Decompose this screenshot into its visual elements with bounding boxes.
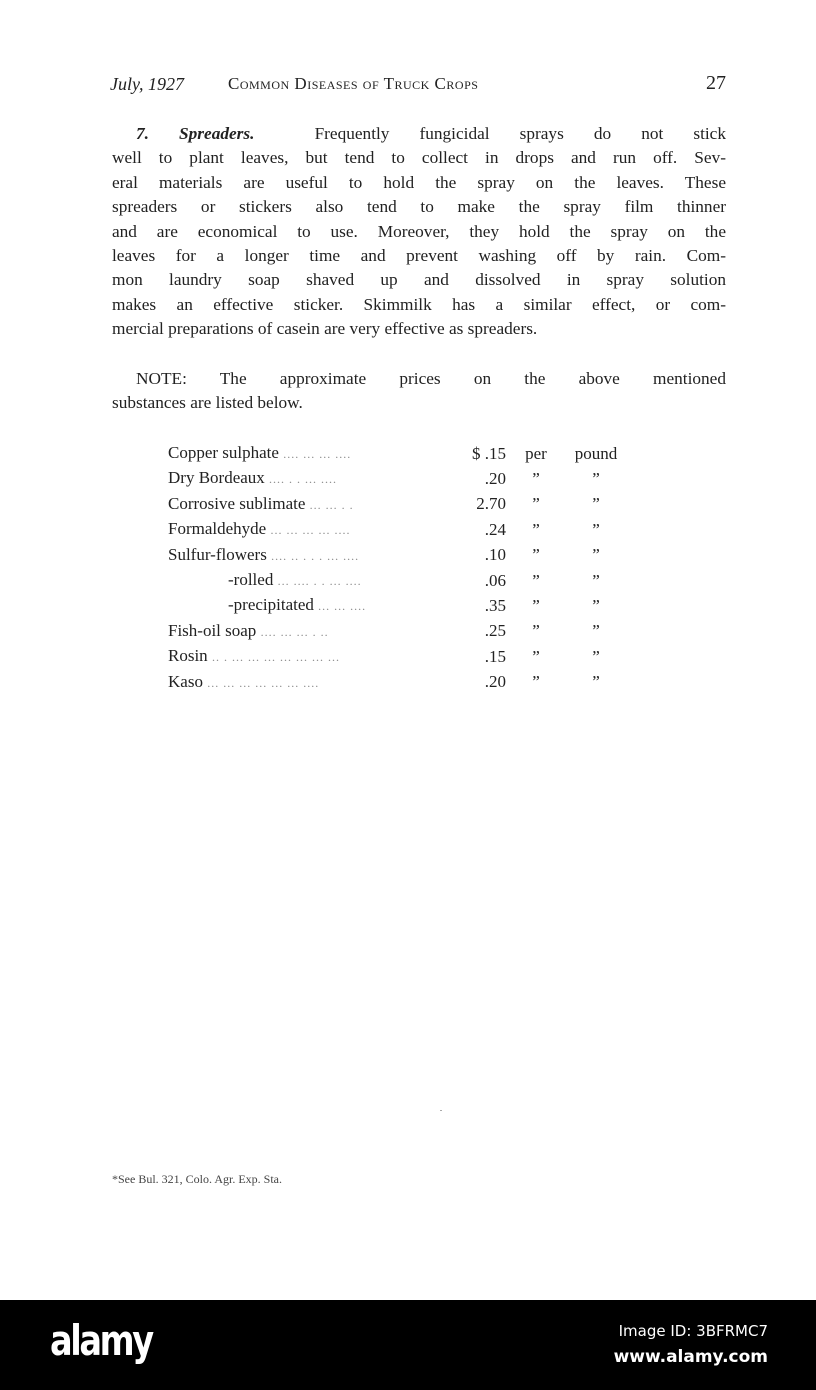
price-table	[168, 441, 626, 695]
price-row	[168, 517, 626, 542]
substance-cell	[168, 644, 464, 669]
speck	[440, 1110, 442, 1111]
price-row	[168, 492, 626, 517]
substance-name: Fish-oil soap	[168, 620, 257, 640]
paragraph-line: spreaders or stickers also tend to make the spray film thinner	[112, 197, 726, 217]
substance-cell	[168, 517, 464, 542]
paragraph-line	[112, 122, 726, 146]
substance-cell	[168, 670, 464, 695]
spreaders-paragraph	[112, 122, 726, 342]
header-date: July, 1927	[110, 74, 184, 94]
per-unit: ”	[592, 494, 600, 514]
substance-cell	[168, 492, 464, 517]
paragraph-line: eral materials are useful to hold the spray on the leaves. These	[112, 172, 726, 192]
paragraph-line: mercial preparations of casein are very effective as spreaders.	[112, 319, 538, 339]
substance-name: Formaldehyde	[168, 519, 267, 539]
leader-dots: .... .. . . . ... ....	[271, 548, 360, 563]
leader-dots: ... .... . . ... ....	[277, 574, 362, 589]
note-line: NOTE: The approximate prices on the above mentioned	[136, 369, 726, 388]
substance-cell	[168, 466, 464, 491]
leader-dots: ... ... ....	[318, 599, 367, 614]
unit: ”	[532, 468, 540, 488]
per-unit: ”	[592, 570, 600, 590]
substance-cell	[168, 568, 464, 593]
watermark-bar	[0, 1300, 816, 1390]
unit: ”	[532, 570, 540, 590]
per-unit: ”	[592, 672, 600, 692]
price-row	[168, 466, 626, 491]
paragraph-line: and are economical to use. Moreover, they hold the spray on the	[112, 221, 726, 241]
substance-cell	[168, 619, 464, 644]
per-unit: ”	[592, 545, 600, 565]
leader-dots: ... ... . .	[309, 497, 354, 512]
price-row	[168, 593, 626, 618]
alamy-logo: alamy	[50, 1316, 152, 1365]
price-row	[168, 543, 626, 568]
substance-name: Corrosive sublimate	[168, 493, 306, 513]
substance-name: -precipitated	[228, 595, 314, 615]
substance-name: -rolled	[228, 570, 274, 590]
leader-dots: .. . ... ... ... ... ... ... ...	[211, 650, 340, 665]
unit: ”	[532, 672, 540, 692]
price: $ .15	[472, 443, 506, 463]
unit: ”	[532, 646, 540, 666]
price-row	[168, 644, 626, 669]
running-title: Common Diseases of Truck Crops	[228, 74, 479, 93]
unit: ”	[532, 494, 540, 514]
price: .20	[484, 468, 506, 488]
section-heading: Spreaders.	[179, 124, 255, 143]
leader-dots: ... ... ... ... ... ... ....	[207, 675, 320, 690]
substance-cell	[168, 441, 464, 466]
unit: ”	[532, 519, 540, 539]
per-unit: pound	[574, 443, 618, 463]
price: 2.70	[476, 494, 506, 514]
unit: ”	[532, 621, 540, 641]
note-line: substances are listed below.	[112, 393, 303, 413]
price: .20	[484, 672, 506, 692]
watermark-url: www.alamy.com	[613, 1347, 768, 1367]
price-row	[168, 619, 626, 644]
per-unit: ”	[592, 646, 600, 666]
line-text: Frequently fungicidal sprays do not stick	[314, 124, 726, 143]
unit: per	[525, 443, 547, 463]
per-unit: ”	[592, 621, 600, 641]
leader-dots: .... . . ... ....	[269, 472, 338, 487]
substance-name: Dry Bordeaux	[168, 468, 265, 488]
substance-name: Kaso	[168, 671, 203, 691]
leader-dots: .... ... ... ....	[283, 447, 352, 461]
price-row	[168, 441, 626, 466]
leader-dots: ... ... ... ... ....	[270, 523, 351, 538]
paragraph-line: makes an effective sticker. Skimmilk has a similar effect, or com-	[112, 294, 726, 314]
per-unit: ”	[592, 595, 600, 615]
substance-name: Rosin	[168, 646, 208, 666]
leader-dots: .... ... ... . ..	[260, 624, 329, 639]
price: .06	[484, 570, 506, 590]
per-unit: ”	[592, 519, 600, 539]
section-number: 7.	[136, 124, 149, 143]
substance-name: Copper sulphate	[168, 443, 279, 462]
price: .35	[484, 595, 506, 615]
price-row	[168, 568, 626, 593]
price: .24	[484, 519, 506, 539]
price: .10	[484, 545, 506, 565]
price: .15	[484, 646, 506, 666]
unit: ”	[532, 545, 540, 565]
substance-cell	[168, 593, 464, 618]
note-paragraph	[112, 367, 726, 416]
footnote: *See Bul. 321, Colo. Agr. Exp. Sta.	[112, 1172, 283, 1186]
per-unit: ”	[592, 468, 600, 488]
page-number: 27	[706, 72, 726, 94]
unit: ”	[532, 595, 540, 615]
paragraph-line: well to plant leaves, but tend to collect in drops and run off. Sev-	[112, 148, 726, 168]
price: .25	[484, 621, 506, 641]
image-id: Image ID: 3BFRMC7	[618, 1322, 768, 1340]
paragraph-line: leaves for a longer time and prevent washing off by rain. Com-	[112, 245, 726, 265]
paragraph-line: mon laundry soap shaved up and dissolved in spray solution	[112, 270, 726, 290]
substance-cell	[168, 543, 464, 568]
substance-name: Sulfur-flowers	[168, 544, 267, 564]
price-row	[168, 670, 626, 695]
